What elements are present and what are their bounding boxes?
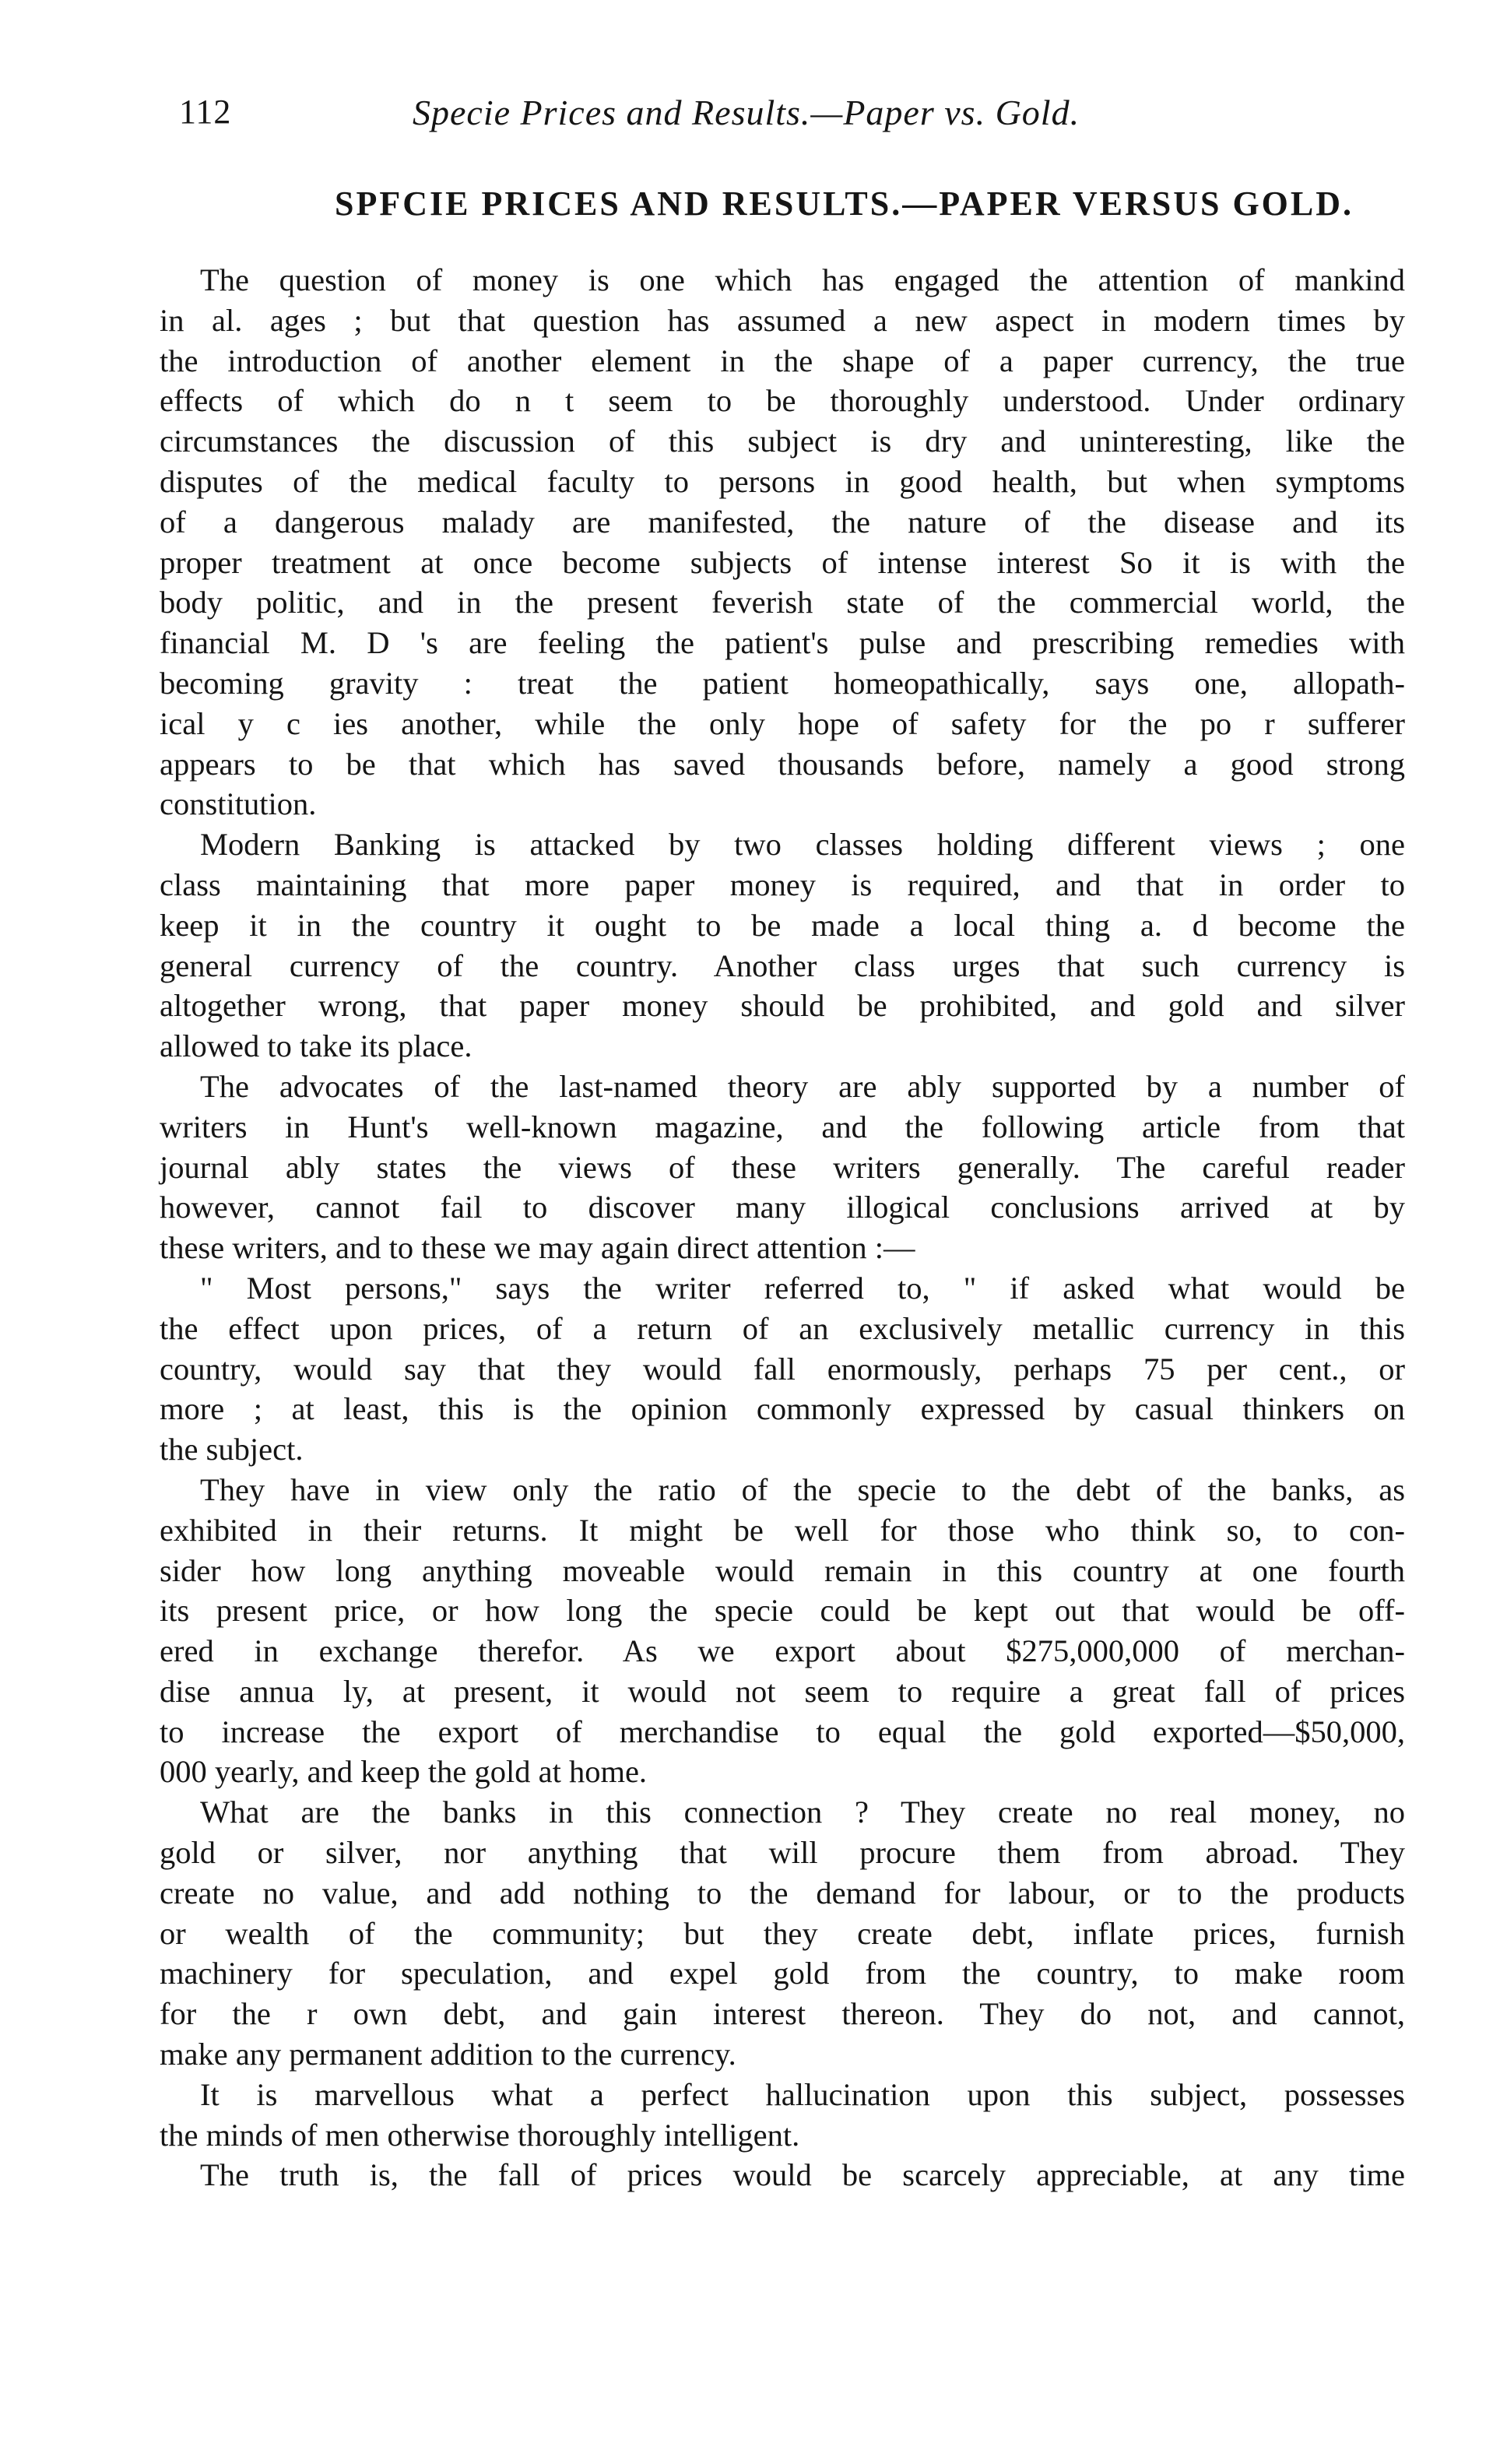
text-line: create no value, and add nothing to the demand for labour, or to the products	[160, 1875, 1405, 1910]
text-line: of a dangerous malady are manifested, the nature of the disease and its	[160, 504, 1405, 540]
paragraph	[160, 1067, 1405, 1268]
text-line: constitution.	[160, 786, 317, 822]
text-line: class maintaining that more paper money is required, and that in order to	[160, 866, 1405, 902]
article-body	[160, 260, 1405, 2195]
paragraph	[160, 1268, 1405, 1470]
text-line: proper treatment at once become subjects of intense interest So it is with the	[160, 544, 1405, 580]
text-line: or wealth of the community; but they create debt, inflate prices, furnish	[160, 1915, 1405, 1951]
text-line: journal ably states the views of these writers generally. The careful reader	[160, 1149, 1405, 1185]
text-line: appears to be that which has saved thousands before, namely a good strong	[160, 746, 1405, 782]
page-number: 112	[179, 93, 232, 131]
text-line: Modern Banking is attacked by two classes holding different views ; one	[200, 827, 1405, 863]
text-line: keep it in the country it ought to be made a local thing a. d become the	[160, 907, 1405, 943]
text-line: The advocates of the last-named theory are ably supported by a number of	[200, 1068, 1405, 1104]
text-line: more ; at least, this is the opinion commonly expressed by casual thinkers on	[160, 1391, 1405, 1427]
text-line: allowed to take its place.	[160, 1028, 472, 1064]
text-line: exhibited in their returns. It might be well for those who think so, to con-	[160, 1512, 1405, 1548]
text-line: the introduction of another element in the shape of a paper currency, the true	[160, 343, 1405, 378]
paragraph	[160, 1470, 1405, 1792]
text-line: altogether wrong, that paper money should be prohibited, and gold and silver	[160, 988, 1405, 1024]
text-line: They have in view only the ratio of the specie to the debt of the banks, as	[200, 1471, 1405, 1507]
text-line: to increase the export of merchandise to equal the gold exported—$50,000,	[160, 1714, 1405, 1749]
text-line: country, would say that they would fall enormously, perhaps 75 per cent., or	[160, 1351, 1405, 1387]
running-head	[179, 92, 1393, 146]
paragraph	[160, 1792, 1405, 2075]
text-line: gold or silver, nor anything that will procure them from abroad. They	[160, 1835, 1405, 1871]
text-line: the subject.	[160, 1432, 304, 1468]
text-line: effects of which do n t seem to be thoroughly understood. Under ordinary	[160, 383, 1405, 419]
paragraph	[160, 2075, 1405, 2156]
text-line: ical y c ies another, while the only hope of safety for the po r sufferer	[160, 705, 1405, 741]
text-line: disputes of the medical faculty to persons in good health, but when symptoms	[160, 463, 1405, 499]
text-line: It is marvellous what a perfect hallucination upon this subject, possesses	[200, 2076, 1405, 2112]
text-line: " Most persons," says the writer referred to, " if asked what would be	[200, 1270, 1405, 1306]
article-title: SPFCIE PRICES AND RESULTS.—PAPER VERSUS GOLD.	[335, 185, 1354, 223]
text-line: The question of money is one which has engaged the attention of mankind	[200, 262, 1405, 297]
text-line: the minds of men otherwise thoroughly intelligent.	[160, 2117, 800, 2153]
text-line: becoming gravity : treat the patient homeopathically, says one, allopath-	[160, 665, 1405, 701]
text-line: 000 yearly, and keep the gold at home.	[160, 1754, 648, 1790]
text-line: general currency of the country. Another class urges that such currency is	[160, 947, 1405, 983]
paragraph	[160, 2155, 1405, 2195]
text-line: writers in Hunt's well-known magazine, and the following article from that	[160, 1109, 1405, 1144]
text-line: The truth is, the fall of prices would be scarcely appreciable, at any time	[200, 2157, 1405, 2193]
text-line: body politic, and in the present feverish state of the commercial world, the	[160, 585, 1405, 620]
text-line: however, cannot fail to discover many illogical conclusions arrived at by	[160, 1190, 1405, 1225]
text-line: sider how long anything moveable would remain in this country at one fourth	[160, 1552, 1405, 1588]
text-line: financial M. D 's are feeling the patient's pulse and prescribing remedies with	[160, 625, 1405, 661]
paragraph	[160, 260, 1405, 824]
text-line: make any permanent addition to the currency.	[160, 2037, 736, 2072]
text-line: ered in exchange therefor. As we export about $275,000,000 of merchan-	[160, 1633, 1405, 1669]
text-line: dise annua ly, at present, it would not seem to require a great fall of prices	[160, 1673, 1405, 1709]
text-line: in al. ages ; but that question has assumed a new aspect in modern times by	[160, 302, 1405, 338]
text-line: circumstances the discussion of this subject is dry and uninteresting, like the	[160, 424, 1405, 459]
text-line: machinery for speculation, and expel gold from the country, to make room	[160, 1956, 1405, 1991]
text-line: these writers, and to these we may again direct attention :—	[160, 1230, 915, 1266]
text-line: the effect upon prices, of a return of an exclusively metallic currency in this	[160, 1310, 1405, 1346]
text-line: What are the banks in this connection ? They create no real money, no	[200, 1794, 1405, 1830]
paragraph	[160, 824, 1405, 1067]
running-title: Specie Prices and Results.—Paper vs. Gold.	[413, 93, 1080, 132]
text-line: its present price, or how long the specie could be kept out that would be off-	[160, 1593, 1405, 1629]
text-line: for the r own debt, and gain interest thereon. They do not, and cannot,	[160, 1996, 1405, 2032]
